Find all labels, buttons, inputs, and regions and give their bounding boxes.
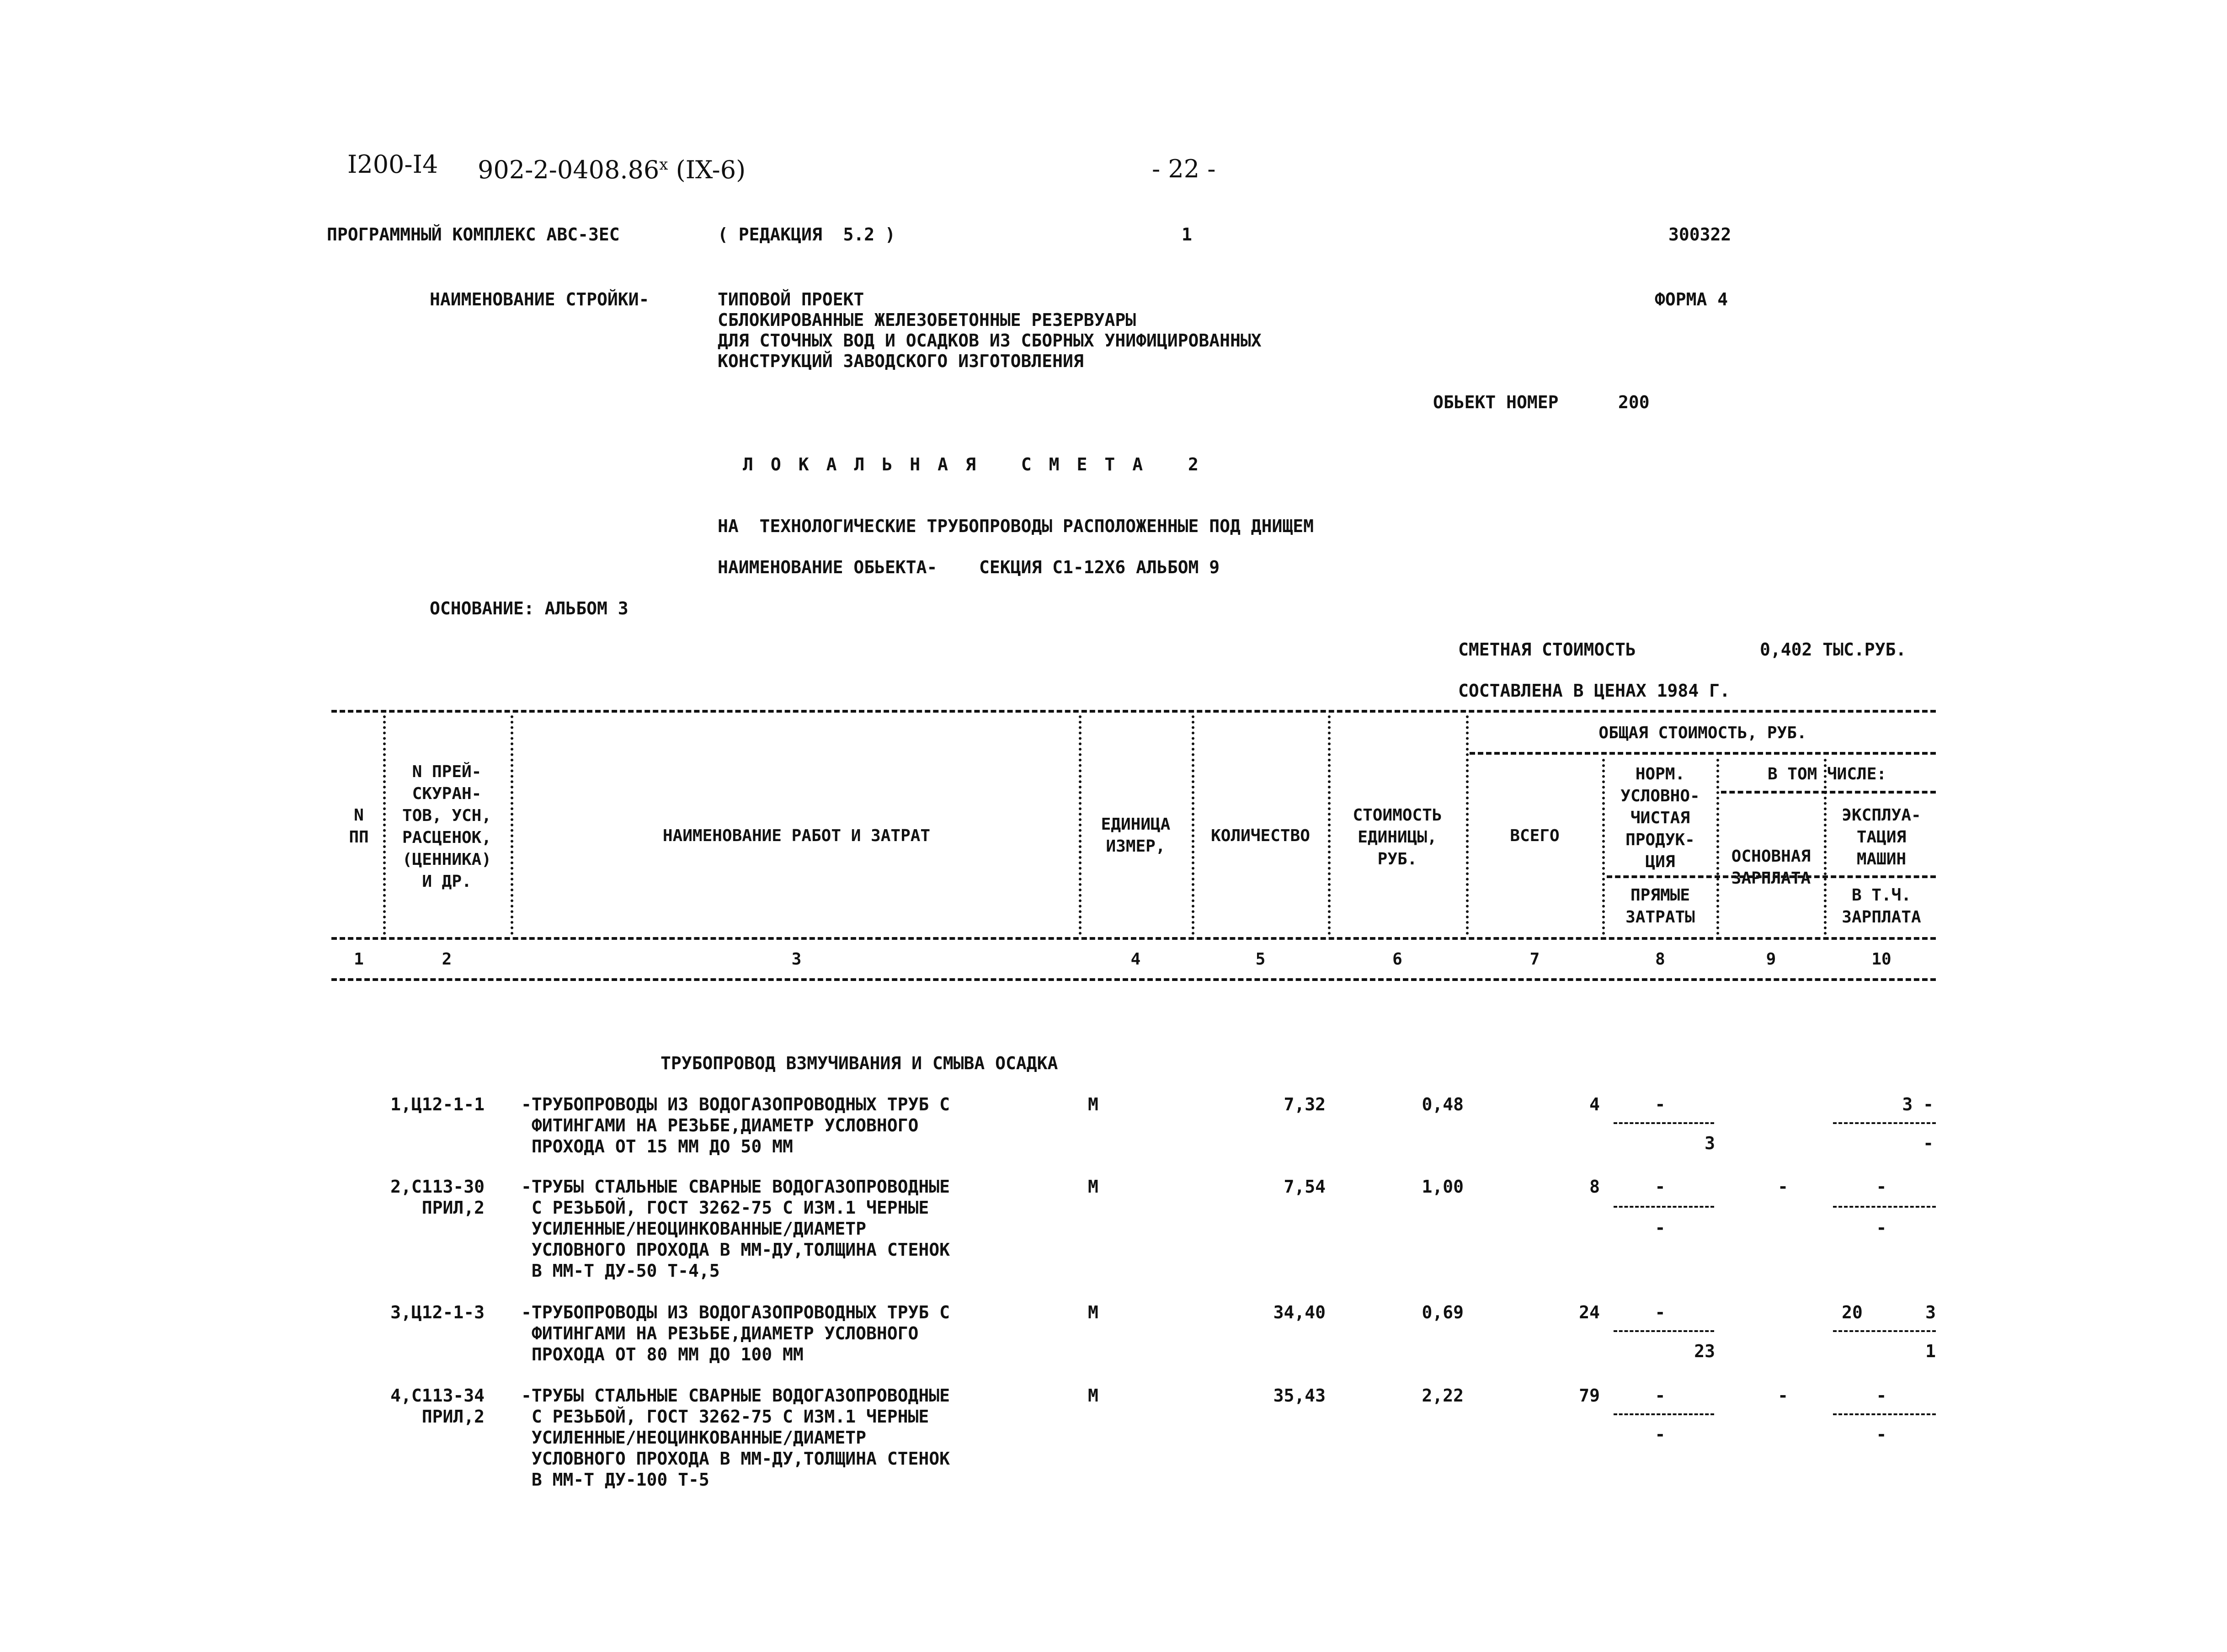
header-name: НАИМЕНОВАНИЕ РАБОТ И ЗАТРАТ — [662, 826, 931, 845]
col-number-3: 3 — [791, 950, 802, 969]
row-salary: - — [1778, 1386, 1788, 1406]
row-total: 8 — [1589, 1177, 1600, 1197]
group-rule — [1470, 752, 1936, 755]
row-machines: 20 3 — [1842, 1302, 1936, 1322]
row-unit-cost: 1,00 — [1422, 1177, 1464, 1197]
row-unit-cost: 0,69 — [1422, 1302, 1464, 1322]
header-machines-salary: В Т.Ч. ЗАРПЛАТА — [1842, 886, 1921, 927]
row-quantity: 7,54 — [1284, 1177, 1326, 1197]
row-quantity: 7,32 — [1284, 1094, 1326, 1114]
header-norm: НОРМ. УСЛОВНО- ЧИСТАЯ ПРОДУК- ЦИЯ — [1620, 765, 1700, 871]
row-salary: - — [1778, 1177, 1788, 1197]
project-number — [478, 151, 746, 184]
program-code: 300322 — [1668, 224, 1732, 245]
object-label: ОБЬЕКТ НОМЕР — [1433, 392, 1559, 412]
row-direct: 23 — [1694, 1341, 1715, 1361]
col-number-8: 8 — [1655, 950, 1665, 969]
incl-rule — [1721, 791, 1936, 794]
row-machines-rule — [1833, 1122, 1936, 1124]
row-machines: - — [1876, 1177, 1887, 1197]
estimate-subject: НА ТЕХНОЛОГИЧЕСКИЕ ТРУБОПРОВОДЫ РАСПОЛОЖЕННЫЕ ПОД ДНИЩЕМ — [718, 516, 1314, 536]
construction-label: НАИМЕНОВАНИЕ СТРОЙКИ- — [430, 289, 650, 309]
row-description: -ТРУБОПРОВОДЫ ИЗ ВОДОГАЗОПРОВОДНЫХ ТРУБ С ФИТИНГАМИ НА РЕЗЬБЕ,ДИАМЕТР УСЛОВНОГО ПРОХОДА ОТ 15 ММ ДО 50 ММ — [521, 1094, 950, 1156]
row-code: 4,С113-34 ПРИЛ,2 — [390, 1386, 485, 1427]
cost-value: 0,402 ТЫС.РУБ. — [1760, 639, 1907, 660]
row-code: 1,Ц12-1-1 — [390, 1094, 485, 1114]
row-unit: М — [1088, 1386, 1098, 1406]
row-machines-rule — [1833, 1413, 1936, 1415]
program-edition: ( РЕДАКЦИЯ 5.2 ) — [718, 224, 895, 245]
row-unit: М — [1088, 1302, 1098, 1322]
section-title: ТРУБОПРОВОД ВЗМУЧИВАНИЯ И СМЫВА ОСАДКА — [661, 1053, 1058, 1073]
row-total: 24 — [1579, 1302, 1600, 1322]
row-machines-salary: 1 — [1925, 1341, 1936, 1361]
row-description: -ТРУБЫ СТАЛЬНЫЕ СВАРНЫЕ ВОДОГАЗОПРОВОДНЫЕ С РЕЗЬБОЙ, ГОСТ 3262-75 С ИЗМ.1 ЧЕРНЫЕ УСИЛЕННЫЕ/НЕОЦИНКОВАННЫЕ/ДИАМЕТР УСЛОВНОГО ПРОХОДА В ММ-ДУ,ТОЛЩИНА СТЕНОК В ММ-Т ДУ-50 Т-4,5 — [521, 1177, 950, 1281]
project-number-text: 902-2-0408.86 — [478, 155, 660, 184]
construction-line-2: СБЛОКИРОВАННЫЕ ЖЕЛЕЗОБЕТОННЫЕ РЕЗЕРВУАРЫ — [718, 310, 1136, 330]
row-norm: - — [1655, 1177, 1666, 1197]
prices-note: СОСТАВЛЕНА В ЦЕНАХ 1984 Г. — [1458, 681, 1730, 701]
project-suffix: (IX-6) — [676, 155, 746, 184]
row-norm-rule — [1614, 1206, 1714, 1208]
col-sep-8 — [1716, 759, 1719, 935]
row-code: 3,Ц12-1-3 — [390, 1302, 485, 1322]
row-direct: - — [1655, 1218, 1666, 1238]
row-unit-cost: 2,22 — [1422, 1386, 1464, 1406]
col-sep-1 — [383, 715, 386, 935]
row-norm: - — [1655, 1094, 1666, 1114]
row-machines-salary: - — [1876, 1424, 1887, 1444]
construction-line-4: КОНСТРУКЦИЙ ЗАВОДСКОГО ИЗГОТОВЛЕНИЯ — [718, 351, 1084, 371]
program-name: ПРОГРАММНЫЙ КОМПЛЕКС АВС-ЗЕС — [327, 224, 620, 245]
row-description: -ТРУБЫ СТАЛЬНЫЕ СВАРНЫЕ ВОДОГАЗОПРОВОДНЫЕ С РЕЗЬБОЙ, ГОСТ 3262-75 С ИЗМ.1 ЧЕРНЫЕ УСИЛЕННЫЕ/НЕОЦИНКОВАННЫЕ/ДИАМЕТР УСЛОВНОГО ПРОХОДА В ММ-ДУ,ТОЛЩИНА СТЕНОК В ММ-Т ДУ-100 Т-5 — [521, 1386, 950, 1490]
col-number-5: 5 — [1255, 950, 1266, 969]
row-direct: - — [1655, 1424, 1666, 1444]
row-unit-cost: 0,48 — [1422, 1094, 1464, 1114]
table-top-rule — [331, 710, 1936, 713]
row-machines: - — [1876, 1386, 1887, 1406]
col-number-10: 10 — [1871, 950, 1891, 969]
col-sep-7 — [1602, 759, 1605, 935]
cost-label: СМЕТНАЯ СТОИМОСТЬ — [1458, 639, 1636, 660]
col-number-4: 4 — [1130, 950, 1141, 969]
row-quantity: 34,40 — [1273, 1302, 1326, 1322]
header-incl: В ТОМ ЧИСЛЕ: — [1767, 765, 1887, 783]
header-direct: ПРЯМЫЕ ЗАТРАТЫ — [1625, 886, 1695, 927]
col-sep-5 — [1328, 715, 1331, 935]
program-sheet: 1 — [1182, 224, 1192, 245]
row-machines-salary: - — [1923, 1133, 1934, 1153]
header-machines: ЭКСПЛУА- ТАЦИЯ МАШИН — [1842, 806, 1921, 869]
row-code: 2,С113-30 ПРИЛ,2 — [390, 1177, 485, 1218]
header-qty: КОЛИЧЕСТВО — [1211, 826, 1310, 845]
document-code: I200-I4 — [347, 150, 438, 179]
col-number-1: 1 — [354, 950, 364, 969]
row-quantity: 35,43 — [1273, 1386, 1326, 1406]
header-total: ВСЕГО — [1510, 826, 1560, 845]
col-sep-2 — [511, 715, 513, 935]
row-unit: М — [1088, 1177, 1098, 1197]
row-norm: - — [1655, 1302, 1666, 1322]
header-total-group: ОБЩАЯ СТОИМОСТЬ, РУБ. — [1598, 724, 1807, 742]
header-num: N ПП — [349, 806, 369, 847]
page-number: - 22 - — [1152, 155, 1216, 183]
row-machines-rule — [1833, 1206, 1936, 1208]
col-sep-4 — [1192, 715, 1194, 935]
object-number: 200 — [1618, 392, 1650, 412]
row-unit: М — [1088, 1094, 1098, 1114]
row-norm: - — [1655, 1386, 1666, 1406]
construction-line-1: ТИПОВОЙ ПРОЕКТ — [718, 289, 864, 309]
header-bottom-rule — [331, 937, 1936, 940]
row-description: -ТРУБОПРОВОДЫ ИЗ ВОДОГАЗОПРОВОДНЫХ ТРУБ С ФИТИНГАМИ НА РЕЗЬБЕ,ДИАМЕТР УСЛОВНОГО ПРОХОДА ОТ 80 ММ ДО 100 ММ — [521, 1302, 950, 1364]
form-label: ФОРМА 4 — [1655, 289, 1728, 309]
header-unit: ЕДИНИЦА ИЗМЕР, — [1101, 815, 1171, 856]
row-total: 79 — [1579, 1386, 1600, 1406]
col-sep-3 — [1079, 715, 1082, 935]
row-direct: 3 — [1705, 1133, 1715, 1153]
header-unit-cost: СТОИМОСТЬ ЕДИНИЦЫ, РУБ. — [1353, 806, 1442, 869]
col-number-9: 9 — [1766, 950, 1776, 969]
row-total: 4 — [1589, 1094, 1600, 1114]
object-name: НАИМЕНОВАНИЕ ОБЬЕКТА- СЕКЦИЯ С1-12Х6 АЛЬБОМ 9 — [718, 557, 1220, 577]
basis: ОСНОВАНИЕ: АЛЬБОМ 3 — [430, 598, 629, 618]
row-machines-rule — [1833, 1330, 1936, 1332]
row-norm-rule — [1614, 1122, 1714, 1124]
col-number-7: 7 — [1529, 950, 1540, 969]
header-code: N ПРЕЙ- СКУРАН- ТОВ, УСН, РАСЦЕНОК, (ЦЕННИКА) И ДР. — [402, 762, 492, 891]
row-norm-rule — [1614, 1413, 1714, 1415]
row-norm-rule — [1614, 1330, 1714, 1332]
col-number-6: 6 — [1392, 950, 1402, 969]
header-salary: ОСНОВНАЯ ЗАРПЛАТА — [1731, 847, 1811, 888]
col-number-2: 2 — [442, 950, 452, 969]
column-numbers-rule — [331, 978, 1936, 981]
row-machines-salary: - — [1876, 1218, 1887, 1238]
row-machines: 3 - — [1902, 1094, 1934, 1114]
construction-line-3: ДЛЯ СТОЧНЫХ ВОД И ОСАДКОВ ИЗ СБОРНЫХ УНИФИЦИРОВАННЫХ — [718, 330, 1262, 351]
project-mark: x — [659, 155, 668, 174]
estimate-title: ЛОКАЛЬНАЯ СМЕТА 2 — [743, 454, 1216, 474]
col-sep-6 — [1466, 715, 1469, 935]
